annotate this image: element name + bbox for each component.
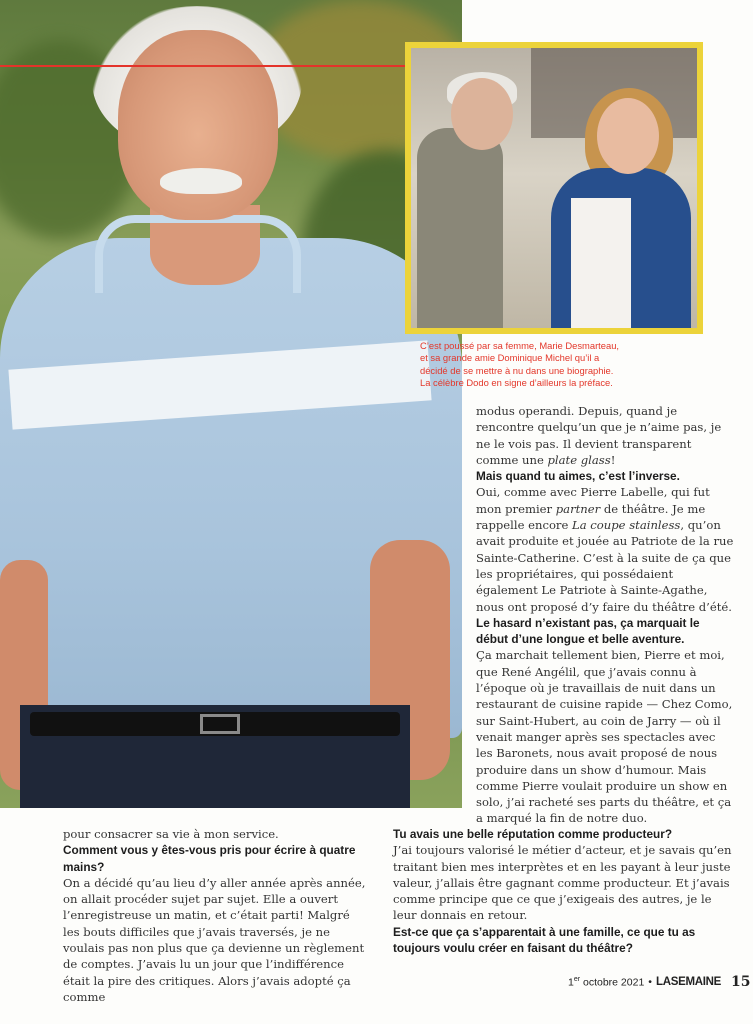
interview-question: Le hasard n’existant pas, ça marquait le début d’une longue et belle aventure. xyxy=(476,615,700,647)
page-footer xyxy=(568,972,751,992)
article-paragraph: Ça marchait tellement bien, Pierre et moi, que René Angélil, que j’avais connu à l’époque où je travaillais de nuit dans un restaurant de cuisine rapide — Chez Como, sur Saint-Hubert, au coin de Jarry — où il venait manger après ses spectacles avec les Baronets, nous avait proposé de nous produire dans un show d’humour. Mais comme Pierre voulait produire un show en solo, j’ai racheté ses parts du théâtre, et ça a marqué la fin de notre duo. xyxy=(476,648,733,826)
caption-line: C’est poussé par sa femme, Marie Desmarteau, xyxy=(420,340,620,351)
article-left-column xyxy=(63,826,368,1005)
magazine-logo: LASEMAINE xyxy=(655,976,722,988)
article-paragraph: Oui, comme avec Pierre Labelle, qui fut mon premier partner de théâtre. Je me rappelle encore La coupe stainless, qu’on avait produite et jouée au Patriote de la rue Sainte-Catherine. C’est à la suite de ça que les propriétaires, qui possédaient également Le Patriote à Sainte-Agathe, nous ont proposé d’y faire du théâtre d’été. xyxy=(476,485,734,614)
main-photo xyxy=(0,0,462,808)
interview-question: Comment vous y êtes-vous pris pour écrire à quatre mains? xyxy=(63,843,356,874)
footer-bullet: • xyxy=(648,976,652,988)
article-paragraph: J’ai toujours valorisé le métier d’acteur, et je savais qu’en traitant bien mes interprètes et en les payant à leur juste valeur, j’allais être gagnant comme producteur. Et j’avais comme principe que ce que j’exigeais des autres, je le leur donnais en retour. xyxy=(393,843,732,923)
accent-rule xyxy=(0,65,405,67)
article-paragraph: pour consacrer sa vie à mon service. xyxy=(63,827,279,841)
article-middle-column xyxy=(393,826,733,956)
article-right-column xyxy=(476,403,734,827)
page-number: 15 xyxy=(731,974,751,990)
caption-line: décidé de se mettre à nu dans une biographie. xyxy=(420,364,614,376)
photo-caption xyxy=(420,340,700,390)
article-paragraph: modus operandi. Depuis, quand je rencontre quelqu’un que je n’aime pas, je ne le vois pas. Il devient transparent comme une plate glass! xyxy=(476,404,722,467)
interview-question: Est-ce que ça s’apparentait à une famille, ce que tu as toujours voulu créer en faisant du théâtre? xyxy=(393,924,696,956)
inset-photo xyxy=(405,42,703,334)
interview-question: Tu avais une belle réputation comme producteur? xyxy=(393,827,673,841)
caption-line: La célèbre Dodo en signe d’ailleurs la préface. xyxy=(420,377,613,389)
caption-line: et sa grande amie Dominique Michel qu’il a xyxy=(420,352,600,364)
article-paragraph: On a décidé qu’au lieu d’y aller année après année, on allait procéder sujet par sujet. Elle a ouvert l’enregistreuse un matin, et c’était parti! Malgré les bouts difficiles que j’avais traversés, je ne voulais pas non plus que ça devienne un règlement de comptes. J’avais lu un jour que l’indifférence était la pire des critiques. Alors j’avais adopté ça comme xyxy=(63,875,366,1004)
interview-question: Mais quand tu aimes, c’est l’inverse. xyxy=(476,469,680,484)
issue-date: 1er octobre 2021 xyxy=(568,975,645,989)
